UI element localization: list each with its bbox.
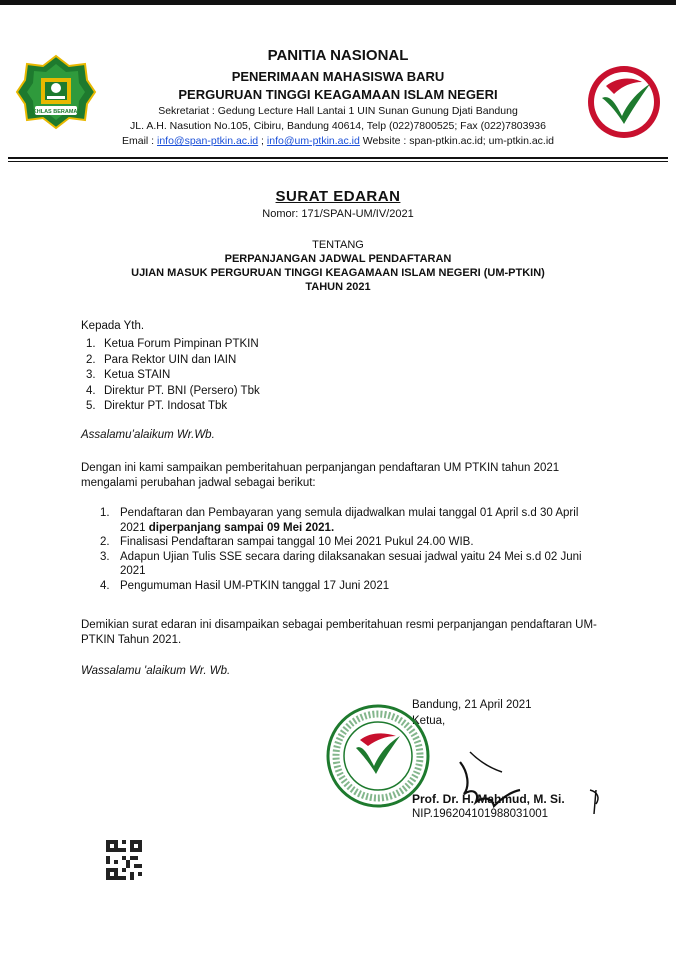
list-item xyxy=(100,579,600,594)
recipients-intro: Kepada Yth. xyxy=(81,320,145,332)
email-separator: ; xyxy=(258,135,267,147)
item-number: 3. xyxy=(86,369,96,381)
item-text xyxy=(120,506,600,535)
document-title-block xyxy=(0,188,676,220)
list-item xyxy=(100,550,600,579)
signature-block xyxy=(412,697,662,729)
recipients-block xyxy=(81,319,611,415)
website-text: Website : span-ptkin.ac.id; um-ptkin.ac.id xyxy=(359,135,555,147)
document-title: SURAT EDARAN xyxy=(275,188,401,205)
email-link-span[interactable]: info@span-ptkin.ac.id xyxy=(157,135,259,147)
item-text: Adapun Ujian Tulis SSE secara daring dilaksanakan sesuai jadwal yaitu 24 Mei s.d 02 Juni 2021 xyxy=(120,550,582,577)
subject-block xyxy=(0,238,676,294)
qr-code xyxy=(106,840,142,880)
item-text: Direktur PT. Indosat Tbk xyxy=(104,400,228,412)
place-date: Bandung, 21 April 2021 xyxy=(412,699,532,711)
institution-name: PERGURUAN TINGGI KEAGAMAAN ISLAM NEGERI xyxy=(178,87,498,102)
subject-line-2: UJIAN MASUK PERGURUAN TINGGI KEAGAMAAN ISLAM NEGERI (UM-PTKIN) xyxy=(131,267,545,279)
email-label: Email : xyxy=(121,135,157,147)
email-link-um[interactable]: info@um-ptkin.ac.id xyxy=(266,135,360,147)
document-number: Nomor: 171/SPAN-UM/IV/2021 xyxy=(262,208,414,220)
schedule-list xyxy=(100,506,600,593)
item-number: 4. xyxy=(100,579,110,592)
committee-name: PANITIA NASIONAL xyxy=(267,47,409,64)
subject-line-3: TAHUN 2021 xyxy=(305,281,371,293)
item-plain-text: Pendaftaran dan Pembayaran yang semula dijadwalkan mulai tanggal 01 April s.d 30 April 2021 xyxy=(120,507,579,534)
subject-line-1: PERPANJANGAN JADWAL PENDAFTARAN xyxy=(224,253,452,265)
signer-nip: NIP.196204101988031001 xyxy=(412,808,549,820)
list-item xyxy=(100,535,600,550)
top-border-bar xyxy=(0,0,676,5)
greeting: Assalamu’alaikum Wr.Wb. xyxy=(81,429,215,441)
item-text: Finalisasi Pendaftaran sampai tanggal 10 Mei 2021 Pukul 24.00 WIB. xyxy=(120,536,474,548)
contact-line xyxy=(0,134,676,149)
item-text: Pengumuman Hasil UM-PTKIN tanggal 17 Juni 2021 xyxy=(120,579,390,592)
item-bold-text: diperpanjang sampai 09 Mei 2021. xyxy=(148,521,335,534)
recipients-list xyxy=(81,337,611,415)
list-item xyxy=(81,384,611,400)
list-item xyxy=(81,368,611,384)
item-number: 2. xyxy=(86,353,96,366)
list-item xyxy=(81,337,611,353)
item-number: 5. xyxy=(86,400,96,412)
signer-name: Prof. Dr. H. Mahmud, M. Si. xyxy=(412,792,565,806)
committee-subtitle: PENERIMAAN MAHASISWA BARU xyxy=(231,69,445,84)
list-item xyxy=(100,506,600,535)
farewell: Wassalamu 'alaikum Wr. Wb. xyxy=(81,665,231,677)
list-item xyxy=(81,353,611,369)
item-number: 4. xyxy=(86,384,96,397)
secretariat-address: Sekretariat : Gedung Lecture Hall Lantai 1 UIN Sunan Gunung Djati Bandung xyxy=(158,105,518,117)
signer-position: Ketua, xyxy=(412,715,446,727)
header-rule-thick xyxy=(8,157,668,159)
subject-label: TENTANG xyxy=(312,239,364,251)
letterhead xyxy=(0,46,676,149)
item-text: Ketua Forum Pimpinan PTKIN xyxy=(104,338,259,350)
street-address: JL. A.H. Nasution No.105, Cibiru, Bandung 40614, Telp (022)7800525; Fax (022)7803936 xyxy=(129,120,546,132)
item-number: 1. xyxy=(100,507,110,519)
item-text: Para Rektor UIN dan IAIN xyxy=(104,353,237,366)
list-item xyxy=(81,399,611,415)
intro-paragraph: Dengan ini kami sampaikan pemberitahuan perpanjangan pendaftaran UM PTKIN tahun 2021 mengalami perubahan jadwal sebagai berikut: xyxy=(81,462,560,489)
logo-motto-text: IKHLAS BERAMAL xyxy=(31,109,81,115)
item-number: 2. xyxy=(100,536,110,548)
item-text: Direktur PT. BNI (Persero) Tbk xyxy=(104,384,260,397)
item-number: 3. xyxy=(100,550,110,563)
item-text: Ketua STAIN xyxy=(104,369,171,381)
closing-paragraph: Demikian surat edaran ini disampaikan sebagai pemberitahuan resmi perpanjangan pendaftaran UM-PTKIN Tahun 2021. xyxy=(81,619,597,646)
item-number: 1. xyxy=(86,338,96,350)
header-rule-thin xyxy=(8,161,668,162)
